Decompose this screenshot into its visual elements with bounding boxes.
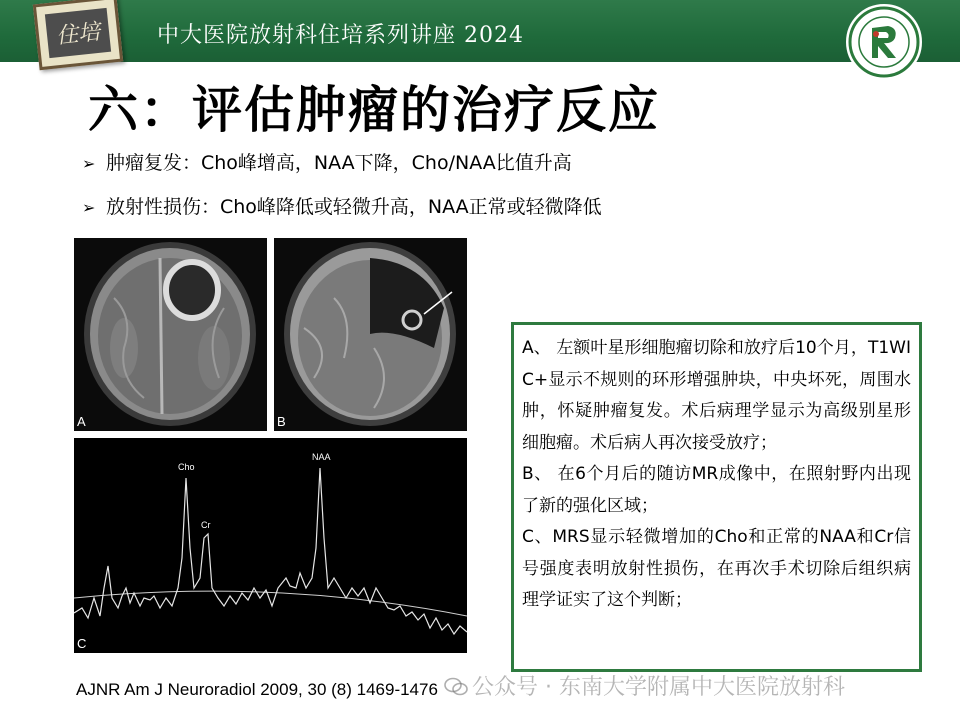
peak-label-naa: NAA bbox=[312, 452, 331, 462]
stamp-text: 住培 bbox=[54, 19, 102, 50]
mri-image-a bbox=[74, 238, 267, 431]
peak-label-cho: Cho bbox=[178, 462, 195, 472]
bullet-radiation-injury bbox=[82, 192, 602, 219]
hospital-logo-icon bbox=[846, 4, 922, 80]
panel-label-b: B bbox=[277, 414, 286, 429]
mrs-spectrum-c bbox=[74, 438, 467, 653]
panel-label-c: C bbox=[77, 636, 87, 651]
bullet-arrow-icon: ➢ bbox=[82, 198, 96, 217]
watermark-text: 公众号 · 东南大学附属中大医院放射科 bbox=[472, 675, 845, 700]
bullet-text: 肿瘤复发：Cho峰增高，NAA下降，Cho/NAA比值升高 bbox=[106, 152, 572, 174]
description-line-a: A、 左额叶星形细胞瘤切除和放疗后10个月，T1WI C+显示不规则的环形增强肿块，中央坏死，周围水肿，怀疑肿瘤复发。术后病理学显示为高级别星形细胞瘤。术后病人再次接受放疗； bbox=[522, 338, 911, 453]
bullet-tumor-recurrence bbox=[82, 148, 572, 175]
stamp-logo bbox=[33, 0, 123, 70]
description-line-b: B、 在6个月后的随访MR成像中，在照射野内出现了新的强化区域； bbox=[522, 464, 911, 516]
series-title: 中大医院放射科住培系列讲座 2024 bbox=[157, 23, 524, 48]
citation: AJNR Am J Neuroradiol 2009, 30 (8) 1469-1476 bbox=[76, 680, 438, 699]
figure-description-box bbox=[511, 322, 922, 672]
wechat-icon bbox=[444, 677, 468, 697]
bullet-text: 放射性损伤：Cho峰降低或轻微升高，NAA正常或轻微降低 bbox=[106, 196, 602, 218]
peak-label-cr: Cr bbox=[201, 520, 211, 530]
mri-image-b bbox=[274, 238, 467, 431]
watermark bbox=[444, 670, 845, 701]
header-bar bbox=[0, 0, 960, 62]
bullet-arrow-icon: ➢ bbox=[82, 154, 96, 173]
slide-heading: 六：评估肿瘤的治疗反应 bbox=[88, 81, 660, 139]
description-line-c: C、MRS显示轻微增加的Cho和正常的NAA和Cr信号强度表明放射性损伤，在再次手术切除后组织病理学证实了这个判断； bbox=[522, 527, 911, 610]
panel-label-a: A bbox=[77, 414, 86, 429]
